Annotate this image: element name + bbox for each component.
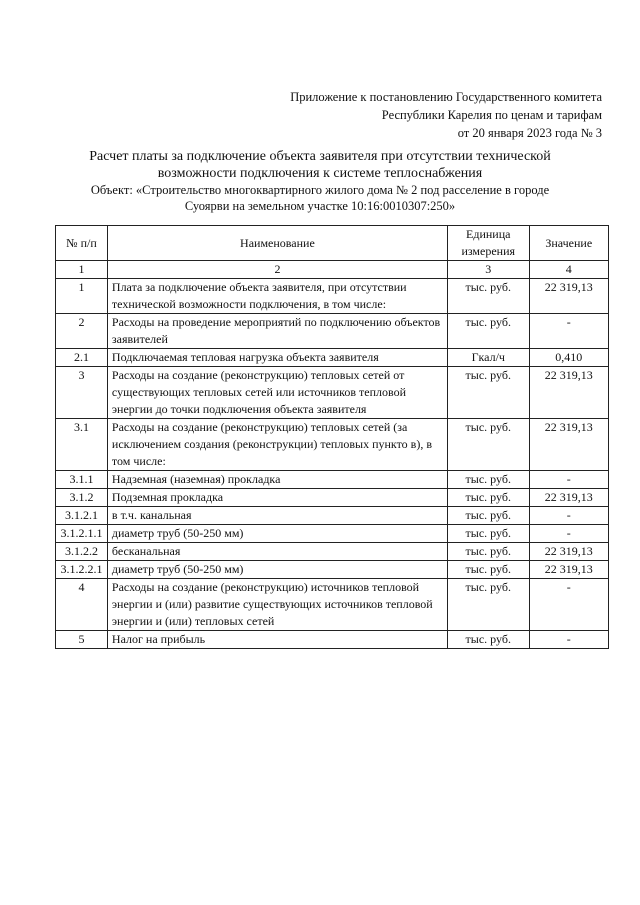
row-value: - — [529, 579, 608, 631]
column-index-row — [56, 261, 609, 279]
table-row — [56, 543, 609, 561]
row-unit: тыс. руб. — [447, 525, 529, 543]
document-title-line-1: Расчет платы за подключение объекта заявителя при отсутствии технической — [89, 149, 551, 164]
row-number: 5 — [56, 631, 108, 649]
calculation-table — [55, 225, 609, 649]
row-number: 2.1 — [56, 349, 108, 367]
table-row — [56, 525, 609, 543]
row-value: - — [529, 507, 608, 525]
table-row — [56, 579, 609, 631]
row-unit: тыс. руб. — [447, 367, 529, 419]
header-unit-line-2: измерения — [461, 244, 516, 258]
row-unit: тыс. руб. — [447, 561, 529, 579]
appendix-header — [290, 88, 602, 142]
row-value: 0,410 — [529, 349, 608, 367]
row-value: - — [529, 525, 608, 543]
header-num: № п/п — [56, 226, 108, 261]
row-number: 3.1.2.1 — [56, 507, 108, 525]
row-unit: тыс. руб. — [447, 279, 529, 314]
row-name: Надземная (наземная) прокладка — [107, 471, 447, 489]
table-row — [56, 631, 609, 649]
table-header-row — [56, 226, 609, 261]
row-unit: тыс. руб. — [447, 489, 529, 507]
row-number: 2 — [56, 314, 108, 349]
row-unit: тыс. руб. — [447, 507, 529, 525]
row-number: 3.1.2.2 — [56, 543, 108, 561]
index-cell: 4 — [529, 261, 608, 279]
row-value: 22 319,13 — [529, 543, 608, 561]
row-value: 22 319,13 — [529, 419, 608, 471]
row-name: Плата за подключение объекта заявителя, при отсутствии технической возможности подключения, в том числе: — [107, 279, 447, 314]
row-number: 3 — [56, 367, 108, 419]
row-name: диаметр труб (50-250 мм) — [107, 561, 447, 579]
document-title-line-2: возможности подключения к системе теплоснабжения — [157, 166, 483, 181]
table-row — [56, 507, 609, 525]
row-value: - — [529, 631, 608, 649]
row-number: 3.1.2.1.1 — [56, 525, 108, 543]
row-value: 22 319,13 — [529, 367, 608, 419]
row-name: диаметр труб (50-250 мм) — [107, 525, 447, 543]
row-value: 22 319,13 — [529, 279, 608, 314]
row-unit: тыс. руб. — [447, 579, 529, 631]
table-row — [56, 419, 609, 471]
row-value: - — [529, 471, 608, 489]
row-number: 3.1 — [56, 419, 108, 471]
row-name: Налог на прибыль — [107, 631, 447, 649]
table-row — [56, 349, 609, 367]
header-unit-line-1: Единица — [466, 227, 511, 241]
row-number: 4 — [56, 579, 108, 631]
row-name: Расходы на создание (реконструкцию) тепловых сетей от существующих тепловых сетей или источников тепловой энергии до точки подключения объекта заявителя — [107, 367, 447, 419]
table-row — [56, 489, 609, 507]
header-value: Значение — [529, 226, 608, 261]
index-cell: 2 — [107, 261, 447, 279]
appendix-line-2: Республики Карелия по ценам и тарифам — [381, 108, 602, 122]
row-number: 1 — [56, 279, 108, 314]
row-name: бесканальная — [107, 543, 447, 561]
row-unit: Гкал/ч — [447, 349, 529, 367]
row-value: 22 319,13 — [529, 489, 608, 507]
object-line-1: Объект: «Строительство многоквартирного жилого дома № 2 под расселение в городе — [90, 183, 550, 197]
index-cell: 1 — [56, 261, 108, 279]
appendix-line-1: Приложение к постановлению Государственного комитета — [290, 90, 602, 104]
document-title — [40, 148, 600, 182]
table-row — [56, 279, 609, 314]
table-row — [56, 561, 609, 579]
row-number: 3.1.2 — [56, 489, 108, 507]
row-unit: тыс. руб. — [447, 471, 529, 489]
row-number: 3.1.1 — [56, 471, 108, 489]
row-unit: тыс. руб. — [447, 543, 529, 561]
row-unit: тыс. руб. — [447, 419, 529, 471]
row-name: Подключаемая тепловая нагрузка объекта заявителя — [107, 349, 447, 367]
object-description — [40, 182, 600, 214]
table-row — [56, 314, 609, 349]
row-unit: тыс. руб. — [447, 631, 529, 649]
table-row — [56, 367, 609, 419]
row-name: Расходы на создание (реконструкцию) источников тепловой энергии и (или) развитие существующих источников тепловой энергии и (или) тепловых сетей — [107, 579, 447, 631]
row-value: - — [529, 314, 608, 349]
row-value: 22 319,13 — [529, 561, 608, 579]
table-row — [56, 471, 609, 489]
appendix-line-3: от 20 января 2023 года № 3 — [457, 126, 602, 140]
row-number: 3.1.2.2.1 — [56, 561, 108, 579]
row-name: в т.ч. канальная — [107, 507, 447, 525]
row-unit: тыс. руб. — [447, 314, 529, 349]
row-name: Расходы на проведение мероприятий по подключению объектов заявителей — [107, 314, 447, 349]
index-cell: 3 — [447, 261, 529, 279]
object-line-2: Суоярви на земельном участке 10:16:0010307:250» — [184, 199, 456, 213]
header-unit — [447, 226, 529, 261]
row-name: Подземная прокладка — [107, 489, 447, 507]
header-name: Наименование — [107, 226, 447, 261]
row-name: Расходы на создание (реконструкцию) тепловых сетей (за исключением создания (реконструкции) тепловых пункто в), в том числе: — [107, 419, 447, 471]
